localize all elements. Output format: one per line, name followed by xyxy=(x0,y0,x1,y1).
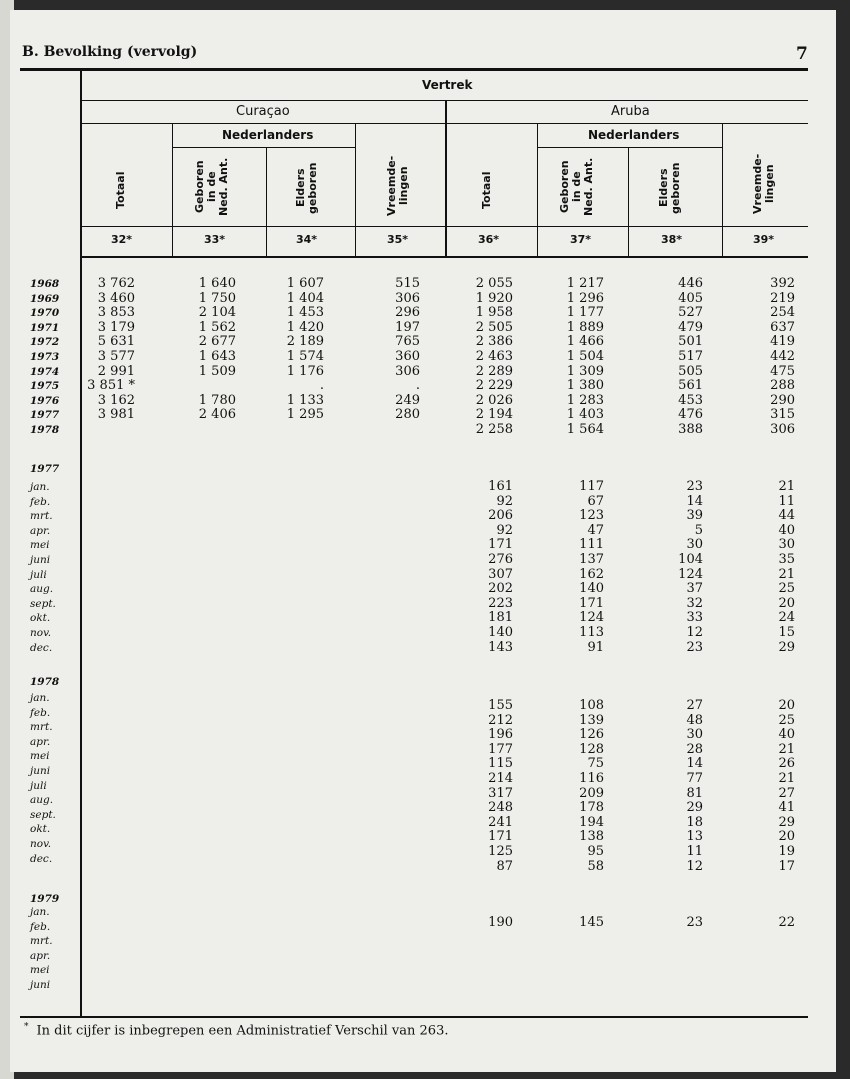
aruba-cell: 171 xyxy=(579,595,604,611)
aruba-cell: 41 xyxy=(778,800,795,816)
curacao-cell: 1 404 xyxy=(286,290,324,306)
row-label-month: juni xyxy=(30,554,51,566)
aruba-cell: 161 xyxy=(488,479,513,494)
aruba-cell: 1 403 xyxy=(566,407,604,423)
curacao-cell: 1 640 xyxy=(198,276,236,291)
row-label-year: 1970 xyxy=(30,307,60,320)
aruba-cell: 33 xyxy=(686,610,703,626)
curacao-elders-heading: Elders geboren xyxy=(294,162,319,214)
stub-divider xyxy=(80,71,82,1018)
aruba-cell: 177 xyxy=(488,741,513,757)
aruba-cell: 18 xyxy=(686,814,703,830)
row-label-month: mrt. xyxy=(30,721,53,734)
c-divider-2 xyxy=(355,123,356,258)
aruba-cell: 21 xyxy=(778,741,795,757)
aruba-cell: 209 xyxy=(579,785,604,801)
aruba-cell: 1 309 xyxy=(566,363,604,379)
row-label-month: nov. xyxy=(30,627,52,639)
aruba-cell: 1 177 xyxy=(566,305,604,321)
row-label-year: 1972 xyxy=(30,336,60,349)
aruba-cell: 223 xyxy=(488,595,513,611)
row-label-month: apr. xyxy=(30,735,51,748)
curacao-cell: . xyxy=(415,378,420,394)
aruba-cell: 505 xyxy=(678,363,703,379)
aruba-cell: 75 xyxy=(587,756,604,772)
curacao-cell: 3 162 xyxy=(97,392,135,408)
aruba-cell: 37 xyxy=(686,581,703,597)
aruba-cell: 13 xyxy=(686,829,703,845)
aruba-cell: 196 xyxy=(488,727,513,743)
a-divider-3 xyxy=(628,147,629,258)
aruba-cell: 317 xyxy=(488,785,513,801)
aruba-cell: 388 xyxy=(678,422,703,437)
aruba-cell: 21 xyxy=(778,479,795,494)
aruba-cell: 26 xyxy=(778,756,795,772)
block-year-1978: 1978 xyxy=(30,676,60,688)
curacao-cell: 765 xyxy=(395,334,420,350)
aruba-cell: 2 386 xyxy=(475,334,513,350)
row-label-month: mrt. xyxy=(30,935,53,948)
aruba-cell: 254 xyxy=(770,305,795,321)
aruba-cell: 1 217 xyxy=(566,276,604,291)
aruba-cell: 171 xyxy=(488,829,513,845)
aruba-cell: 116 xyxy=(579,771,604,786)
aruba-cell: 315 xyxy=(770,407,795,423)
aruba-cell: 30 xyxy=(778,537,795,553)
aruba-cell: 2 194 xyxy=(475,407,513,423)
aruba-cell: 14 xyxy=(686,493,703,509)
curacao-cell: 1 780 xyxy=(198,392,236,408)
column-number-38: 38* xyxy=(661,233,683,246)
aruba-cell: 1 466 xyxy=(566,334,604,350)
aruba-cell: 12 xyxy=(686,858,703,874)
row-label-month: aug. xyxy=(30,794,54,807)
aruba-cell: 1 889 xyxy=(566,319,604,335)
row-label-month: juni xyxy=(30,979,51,991)
c-ned-rule xyxy=(172,147,355,148)
aruba-cell: 108 xyxy=(579,698,604,713)
footnote-mark: * xyxy=(24,1022,29,1032)
row-label-month: juni xyxy=(30,765,51,777)
aruba-cell: 67 xyxy=(587,493,604,509)
curacao-cell: 1 562 xyxy=(198,319,236,335)
row-label-month: feb. xyxy=(30,920,51,933)
aruba-cell: 125 xyxy=(488,844,513,859)
aruba-cell: 2 229 xyxy=(475,378,513,394)
curacao-cell: 2 104 xyxy=(198,305,236,321)
aruba-cell: 25 xyxy=(778,581,795,597)
curacao-cell: . xyxy=(319,378,324,394)
aruba-cell: 2 289 xyxy=(475,363,513,379)
aruba-cell: 11 xyxy=(686,844,703,859)
row-label-month: juli xyxy=(30,568,47,581)
aruba-cell: 202 xyxy=(488,581,513,597)
column-number-37: 37* xyxy=(570,233,592,246)
aruba-cell: 419 xyxy=(770,334,795,350)
aruba-totaal-heading: Totaal xyxy=(480,171,493,209)
aruba-cell: 1 380 xyxy=(566,378,604,394)
row-label-month: jan. xyxy=(30,906,50,918)
curacao-cell: 1 420 xyxy=(286,319,324,335)
section-header: B. Bevolking (vervolg) xyxy=(22,44,198,60)
aruba-cell: 40 xyxy=(778,727,795,743)
curacao-cell: 5 631 xyxy=(97,334,135,350)
aruba-cell: 1 283 xyxy=(566,392,604,408)
curacao-cell: 3 460 xyxy=(97,290,135,306)
aruba-cell: 40 xyxy=(778,522,795,538)
row-label-month: apr. xyxy=(30,524,51,537)
aruba-cell: 1 504 xyxy=(566,349,604,364)
aruba-cell: 2 258 xyxy=(475,422,513,437)
aruba-cell: 139 xyxy=(579,712,604,728)
aruba-cell: 20 xyxy=(778,698,795,713)
aruba-cell: 47 xyxy=(587,522,604,538)
aruba-cell: 288 xyxy=(770,378,795,394)
aruba-cell: 479 xyxy=(678,319,703,335)
row-label-month: feb. xyxy=(30,706,51,719)
aruba-cell: 405 xyxy=(678,290,703,306)
aruba-cell: 178 xyxy=(579,800,604,816)
aruba-vreemdelingen-heading: Vreemde- lingen xyxy=(751,153,776,215)
row-label-month: okt. xyxy=(30,823,51,836)
row-label-month: nov. xyxy=(30,838,52,850)
curacao-cell: 296 xyxy=(395,305,420,321)
curacao-cell: 3 853 xyxy=(97,305,135,321)
aruba-cell: 475 xyxy=(770,363,795,379)
heading-rule xyxy=(82,226,808,227)
aruba-cell: 171 xyxy=(488,537,513,553)
curacao-cell: 1 509 xyxy=(198,363,236,379)
curacao-cell: 1 453 xyxy=(286,305,324,321)
aruba-cell: 20 xyxy=(778,829,795,845)
curacao-cell: 197 xyxy=(395,319,420,335)
aruba-cell: 115 xyxy=(488,756,513,772)
aruba-cell: 123 xyxy=(579,508,604,524)
aruba-cell: 137 xyxy=(579,552,604,567)
aruba-cell: 21 xyxy=(778,771,795,786)
aruba-cell: 29 xyxy=(778,814,795,830)
row-label-month: jan. xyxy=(30,692,50,704)
aruba-cell: 307 xyxy=(488,566,513,582)
aruba-cell: 20 xyxy=(778,595,795,611)
aruba-cell: 1 920 xyxy=(475,290,513,306)
column-number-39: 39* xyxy=(753,233,775,246)
curacao-cell: 2 991 xyxy=(97,363,135,379)
aruba-cell: 17 xyxy=(778,858,795,874)
curacao-cell: 280 xyxy=(395,407,420,423)
curacao-cell: 515 xyxy=(395,276,420,291)
aruba-cell: 48 xyxy=(686,712,703,728)
column-number-rule xyxy=(82,256,808,258)
aruba-cell: 29 xyxy=(686,800,703,816)
aruba-cell: 527 xyxy=(678,305,703,321)
aruba-cell: 95 xyxy=(587,844,604,859)
aruba-elders-heading: Elders geboren xyxy=(657,162,682,214)
aruba-cell: 104 xyxy=(678,552,703,567)
aruba-cell: 15 xyxy=(778,625,795,640)
curacao-cell: 1 133 xyxy=(286,392,324,408)
island-rule xyxy=(82,123,808,124)
curacao-cell: 3 577 xyxy=(97,349,135,364)
curacao-cell: 2 189 xyxy=(286,334,324,350)
vertrek-heading: Vertrek xyxy=(422,78,473,92)
curacao-cell: 3 981 xyxy=(97,407,135,423)
aruba-cell: 561 xyxy=(678,378,703,394)
aruba-cell: 58 xyxy=(587,858,604,874)
aruba-cell: 194 xyxy=(579,814,604,830)
aruba-cell: 87 xyxy=(496,858,513,874)
row-label-month: jan. xyxy=(30,481,50,493)
aruba-cell: 111 xyxy=(579,537,604,553)
curacao-vreemdelingen-heading: Vreemde- lingen xyxy=(385,155,410,217)
footnote xyxy=(24,1022,448,1038)
aruba-cell: 113 xyxy=(579,625,604,640)
curacao-cell: 2 677 xyxy=(198,334,236,350)
aruba-cell: 32 xyxy=(686,595,703,611)
curacao-cell: 1 750 xyxy=(198,290,236,306)
aruba-cell: 145 xyxy=(579,915,604,930)
aruba-cell: 22 xyxy=(778,915,795,930)
aruba-heading: Aruba xyxy=(611,104,650,119)
bottom-rule xyxy=(20,1016,808,1018)
aruba-cell: 27 xyxy=(686,698,703,713)
row-label-month: sept. xyxy=(30,808,56,821)
aruba-cell: 143 xyxy=(488,639,513,655)
aruba-cell: 44 xyxy=(778,508,795,524)
row-label-month: okt. xyxy=(30,612,51,625)
curacao-cell: 2 406 xyxy=(198,407,236,423)
aruba-cell: 124 xyxy=(579,610,604,626)
aruba-cell: 124 xyxy=(678,566,703,582)
aruba-geboren-heading: Geboren in de Ned. Ant. xyxy=(558,157,595,217)
aruba-cell: 219 xyxy=(770,290,795,306)
row-label-month: dec. xyxy=(30,852,53,865)
aruba-cell: 290 xyxy=(770,392,795,408)
aruba-cell: 24 xyxy=(778,610,795,626)
aruba-cell: 126 xyxy=(579,727,604,743)
curacao-cell: 1 607 xyxy=(286,276,324,291)
curacao-cell: 1 643 xyxy=(198,349,236,364)
curacao-cell: 249 xyxy=(395,392,420,408)
row-label-month: aug. xyxy=(30,583,54,596)
aruba-cell: 241 xyxy=(488,814,513,830)
column-number-34: 34* xyxy=(296,233,318,246)
aruba-cell: 28 xyxy=(686,741,703,757)
row-label-month: mrt. xyxy=(30,510,53,523)
aruba-cell: 1 958 xyxy=(475,305,513,321)
curacao-heading: Curaçao xyxy=(236,104,290,119)
aruba-cell: 637 xyxy=(770,319,795,335)
row-label-year: 1969 xyxy=(30,292,60,305)
aruba-cell: 25 xyxy=(778,712,795,728)
row-label-year: 1976 xyxy=(30,394,60,407)
aruba-cell: 12 xyxy=(686,625,703,640)
aruba-cell: 39 xyxy=(686,508,703,524)
aruba-cell: 453 xyxy=(678,392,703,408)
row-label-month: sept. xyxy=(30,597,56,610)
aruba-cell: 92 xyxy=(496,493,513,509)
aruba-cell: 91 xyxy=(587,639,604,655)
row-label-year: 1971 xyxy=(30,321,60,334)
column-number-33: 33* xyxy=(204,233,226,246)
aruba-cell: 2 505 xyxy=(475,319,513,335)
row-label-month: dec. xyxy=(30,641,53,654)
aruba-cell: 23 xyxy=(686,639,703,655)
curacao-cell: 3 851 * xyxy=(87,378,135,394)
row-label-year: 1973 xyxy=(30,351,60,363)
aruba-cell: 138 xyxy=(579,829,604,845)
aruba-cell: 155 xyxy=(488,698,513,713)
block-year-1979: 1979 xyxy=(30,893,60,905)
row-label-year: 1975 xyxy=(30,380,60,393)
aruba-cell: 181 xyxy=(488,610,513,626)
curacao-cell: 3 762 xyxy=(97,276,135,291)
curacao-cell: 3 179 xyxy=(97,319,135,335)
aruba-cell: 5 xyxy=(694,522,703,538)
aruba-cell: 140 xyxy=(488,625,513,640)
row-label-month: mei xyxy=(30,750,50,763)
aruba-cell: 35 xyxy=(778,552,795,567)
aruba-cell: 92 xyxy=(496,522,513,538)
a-divider-2 xyxy=(722,123,723,258)
aruba-cell: 117 xyxy=(579,479,604,494)
row-label-year: 1968 xyxy=(30,278,60,290)
row-label-year: 1974 xyxy=(30,365,60,378)
row-label-month: feb. xyxy=(30,495,51,508)
aruba-cell: 30 xyxy=(686,537,703,553)
aruba-cell: 140 xyxy=(579,581,604,597)
aruba-cell: 501 xyxy=(678,334,703,350)
page-number: 7 xyxy=(796,44,808,64)
column-number-36: 36* xyxy=(478,233,500,246)
aruba-cell: 276 xyxy=(488,552,513,567)
row-label-year: 1977 xyxy=(30,409,60,422)
footnote-text: In dit cijfer is inbegrepen een Administratief Verschil van 263. xyxy=(36,1023,449,1039)
aruba-cell: 29 xyxy=(778,639,795,655)
aruba-cell: 392 xyxy=(770,276,795,291)
aruba-cell: 212 xyxy=(488,712,513,728)
a-divider-1 xyxy=(537,123,538,258)
curacao-cell: 306 xyxy=(395,363,420,379)
aruba-cell: 11 xyxy=(778,493,795,509)
curacao-totaal-heading: Totaal xyxy=(114,171,127,209)
block-year-1977: 1977 xyxy=(30,463,60,475)
aruba-cell: 30 xyxy=(686,727,703,743)
aruba-cell: 214 xyxy=(488,771,513,786)
c-divider-1 xyxy=(172,123,173,258)
aruba-cell: 1 564 xyxy=(566,422,604,437)
aruba-cell: 306 xyxy=(770,422,795,437)
aruba-cell: 248 xyxy=(488,800,513,816)
curacao-cell: 306 xyxy=(395,290,420,306)
top-rule xyxy=(20,68,808,71)
aruba-cell: 2 463 xyxy=(475,349,513,364)
curacao-cell: 1 295 xyxy=(286,407,324,423)
aruba-cell: 2 026 xyxy=(475,392,513,408)
row-label-year: 1978 xyxy=(30,424,60,436)
aruba-cell: 162 xyxy=(579,566,604,582)
column-number-35: 35* xyxy=(387,233,409,246)
curacao-cell: 360 xyxy=(395,349,420,364)
aruba-cell: 190 xyxy=(488,915,513,930)
curacao-nederlanders-heading: Nederlanders xyxy=(222,128,314,142)
aruba-cell: 442 xyxy=(770,349,795,364)
aruba-cell: 128 xyxy=(579,741,604,757)
row-label-month: mei xyxy=(30,539,50,552)
aruba-cell: 27 xyxy=(778,785,795,801)
column-number-32: 32* xyxy=(111,233,133,246)
aruba-cell: 23 xyxy=(686,915,703,930)
aruba-cell: 206 xyxy=(488,508,513,524)
aruba-cell: 21 xyxy=(778,566,795,582)
a-ned-rule xyxy=(537,147,722,148)
aruba-cell: 77 xyxy=(686,771,703,786)
c-divider-3 xyxy=(266,147,267,258)
aruba-cell: 81 xyxy=(686,785,703,801)
aruba-cell: 14 xyxy=(686,756,703,772)
aruba-nederlanders-heading: Nederlanders xyxy=(588,128,680,142)
aruba-cell: 1 296 xyxy=(566,290,604,306)
row-label-month: juli xyxy=(30,779,47,792)
row-label-month: apr. xyxy=(30,949,51,962)
document-page xyxy=(10,10,836,1072)
curacao-geboren-heading: Geboren in de Ned. Ant. xyxy=(193,157,230,217)
row-label-month: mei xyxy=(30,964,50,977)
aruba-cell: 23 xyxy=(686,479,703,494)
curacao-cell: 1 574 xyxy=(286,349,324,364)
aruba-cell: 19 xyxy=(778,844,795,859)
aruba-cell: 446 xyxy=(678,276,703,291)
aruba-cell: 2 055 xyxy=(475,276,513,291)
aruba-cell: 517 xyxy=(678,349,703,364)
curacao-cell: 1 176 xyxy=(286,363,324,379)
aruba-cell: 476 xyxy=(678,407,703,423)
